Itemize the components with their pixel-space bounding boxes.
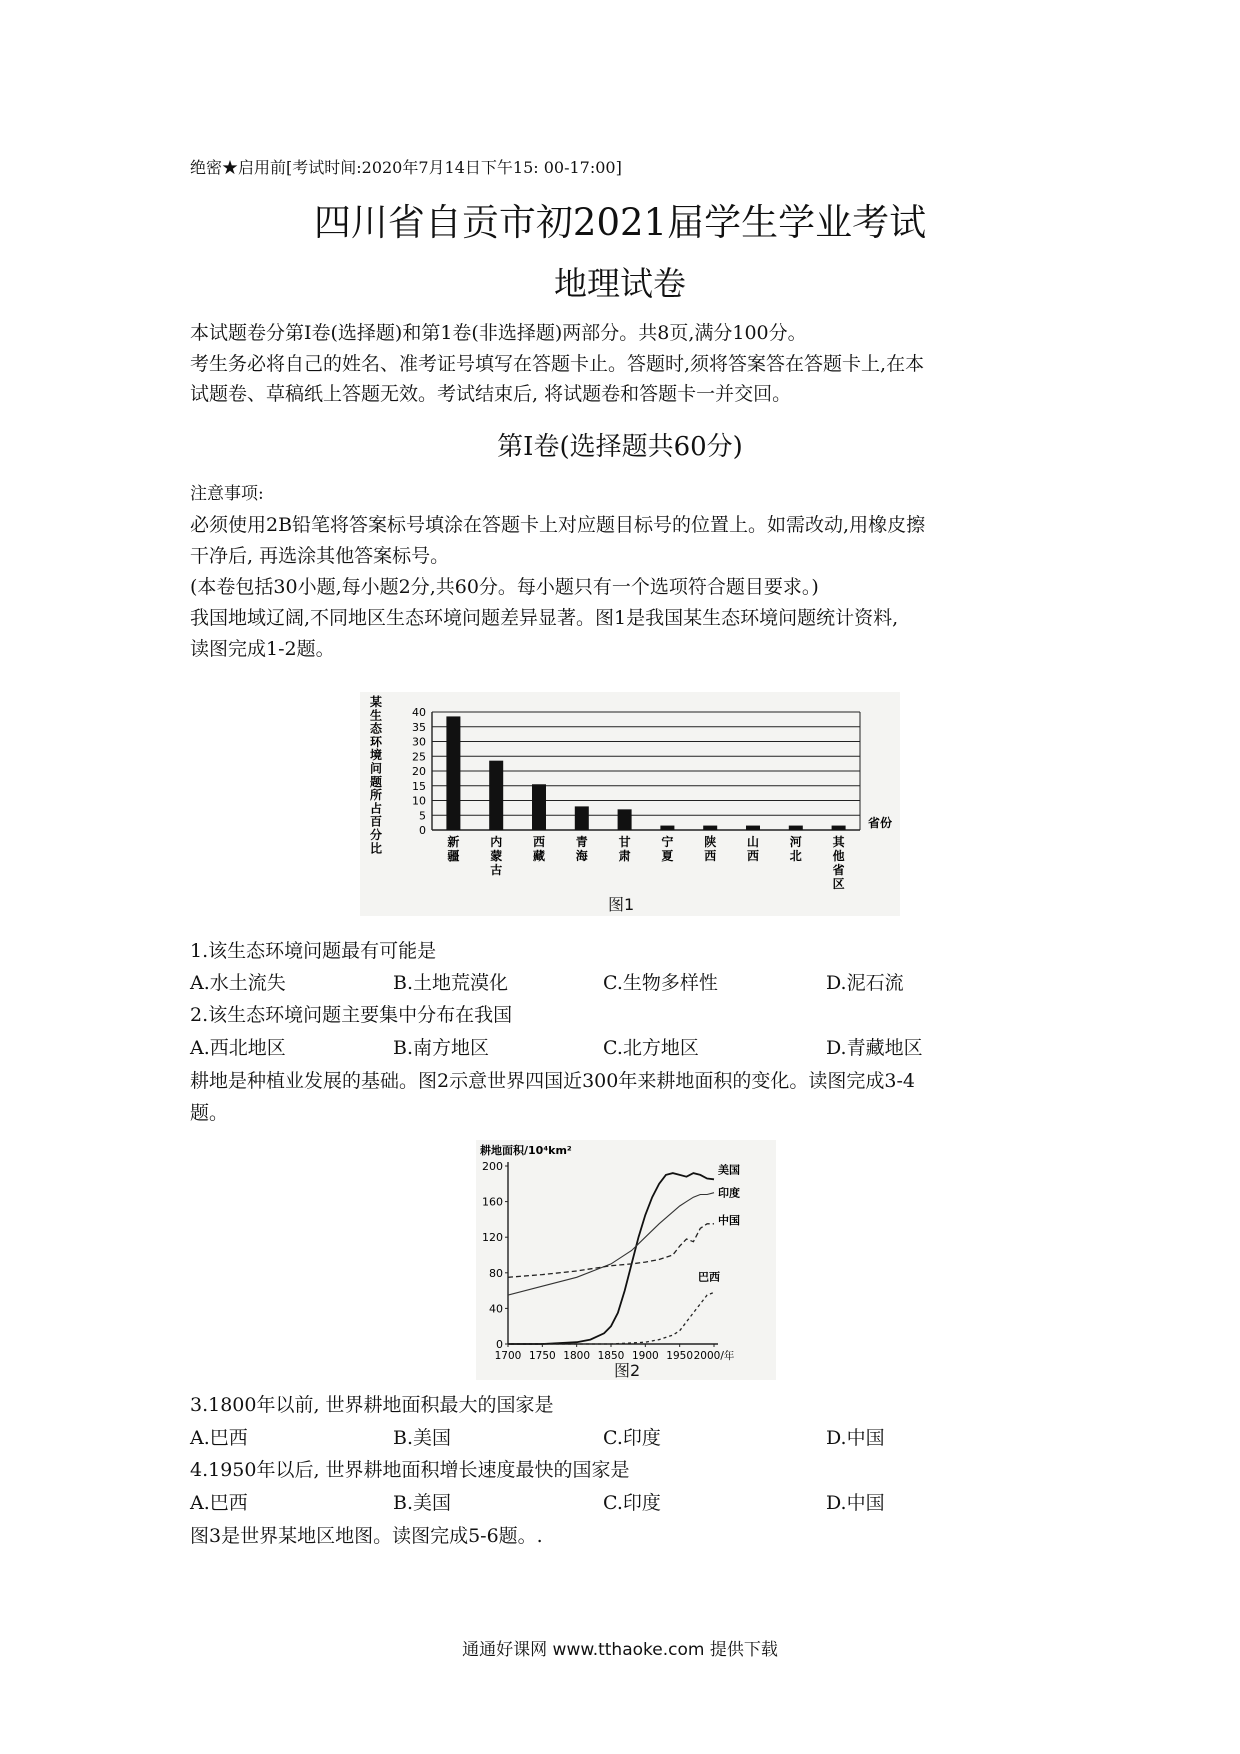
figure-2-y-tick-label: 80	[489, 1266, 503, 1280]
notes-heading: 注意事项:	[190, 484, 264, 504]
figure-1-bar	[618, 809, 632, 830]
figure-1-category-label: 河	[789, 835, 802, 849]
figure-2-y-tick-label: 120	[482, 1231, 503, 1245]
question-1-option-c[interactable]: C.生物多样性	[603, 972, 718, 994]
footer-source: 通通好课网 www.tthaoke.com 提供下载	[462, 1640, 778, 1660]
figure-2-y-tick-label: 200	[482, 1160, 503, 1173]
figure-2-y-axis-label: 耕地面积/10⁴km²	[480, 1144, 572, 1157]
figure-1-category-label: 藏	[532, 849, 546, 863]
figure-1-category-label: 宁	[661, 835, 674, 849]
figure-1-category-label: 肃	[618, 849, 631, 863]
question-3-stem: 3.1800年以前, 世界耕地面积最大的国家是	[190, 1394, 554, 1416]
figure-1-category-label: 他	[832, 849, 845, 863]
passage-2-line-2: 题。	[190, 1102, 229, 1124]
exam-subtitle: 地理试卷	[554, 264, 686, 303]
notes-line-2: 干净后, 再选涂其他答案标号。	[190, 545, 450, 567]
figure-1-category-label: 西	[704, 849, 717, 863]
figure-2-series-line	[508, 1173, 714, 1344]
figure-1-category-label: 内	[490, 835, 503, 849]
question-1-option-b[interactable]: B.土地荒漠化	[393, 972, 509, 994]
figure-1-y-tick-label: 30	[412, 735, 426, 749]
notes-line-1: 必须使用2B铅笔将答案标号填涂在答题卡上对应题目标号的位置上。如需改动,用橡皮擦	[190, 514, 926, 536]
intro-line-2: 考生务必将自己的姓名、准考证号填写在答题卡止。答题时,须将答案答在答题卡上,在本	[190, 353, 925, 375]
figure-1-category-label: 青	[575, 835, 588, 849]
figure-1-category-label: 西	[532, 835, 546, 849]
figure-1-category-label: 西	[746, 849, 760, 863]
question-2-option-c[interactable]: C.北方地区	[603, 1037, 699, 1059]
question-4-option-a[interactable]: A.巴西	[190, 1492, 248, 1514]
intro-line-3: 试题卷、草稿纸上答题无效。考试结束后, 将试题卷和答题卡一并交回。	[190, 383, 792, 405]
figure-2-y-tick-label: 40	[489, 1302, 503, 1316]
question-2-option-a[interactable]: A.西北地区	[190, 1037, 286, 1059]
figure-1-category-label: 北	[789, 849, 802, 863]
question-3-option-c[interactable]: C.印度	[603, 1427, 661, 1449]
figure-1-bar	[660, 826, 674, 830]
figure-1-y-tick-label: 5	[419, 809, 426, 823]
figure-2-series-label: 印度	[718, 1186, 740, 1200]
figure-1-bar	[446, 716, 460, 830]
figure-2-x-tick-label: 2000/年	[693, 1350, 735, 1362]
question-2-option-b[interactable]: B.南方地区	[393, 1037, 490, 1059]
figure-1-category-label: 海	[575, 849, 588, 863]
figure-1-caption: 图1	[608, 895, 635, 914]
figure-2-series-label: 巴西	[698, 1270, 720, 1284]
figure-2-x-tick-label: 1800	[563, 1350, 591, 1362]
figure-1-y-tick-label: 40	[412, 706, 426, 719]
figure-2-caption: 图2	[614, 1361, 641, 1380]
passage-1-line-1: 我国地域辽阔,不同地区生态环境问题差异显著。图1是我国某生态环境问题统计资料,	[190, 607, 899, 629]
figure-1-bar	[746, 826, 760, 830]
figure-2-y-tick-label: 0	[496, 1338, 503, 1351]
figure-1-category-label: 区	[832, 877, 845, 891]
figure-1-bar	[489, 761, 503, 830]
question-2-option-d[interactable]: D.青藏地区	[826, 1037, 923, 1059]
figure-1-y-tick-label: 15	[412, 779, 426, 793]
intro-line-1: 本试题卷分第Ⅰ卷(选择题)和第1卷(非选择题)两部分。共8页,满分100分。	[190, 322, 807, 344]
figure-1-bar-chart	[360, 692, 900, 916]
passage-3: 图3是世界某地区地图。读图完成5-6题。.	[190, 1525, 543, 1547]
figure-1-category-label: 甘	[618, 835, 631, 849]
question-1-option-a[interactable]: A.水土流失	[190, 972, 286, 994]
figure-1-y-axis-label: 某生态环境问题所占百分比	[370, 695, 383, 856]
passage-1-line-2: 读图完成1-2题。	[190, 638, 335, 660]
figure-2-x-tick-label: 1950	[666, 1350, 694, 1362]
figure-1-category-label: 古	[490, 863, 503, 877]
figure-1-y-tick-label: 10	[412, 794, 426, 808]
figure-1-category-label: 其	[832, 835, 845, 849]
figure-2-x-tick-label: 1850	[597, 1350, 625, 1362]
figure-2-series-label: 中国	[718, 1213, 740, 1227]
figure-1-y-tick-label: 35	[412, 720, 426, 734]
notes-line-3: (本卷包括30小题,每小题2分,共60分。每小题只有一个选项符合题目要求。)	[190, 576, 819, 598]
figure-2-series-line	[508, 1292, 714, 1344]
figure-2-series-line	[508, 1224, 714, 1278]
question-2-stem: 2.该生态环境问题主要集中分布在我国	[190, 1004, 513, 1026]
figure-1-category-label: 新	[447, 835, 460, 849]
figure-1-category-label: 省	[832, 863, 845, 877]
figure-1-y-tick-label: 25	[412, 750, 426, 764]
figure-2-x-tick-label: 1750	[528, 1350, 556, 1362]
question-3-option-b[interactable]: B.美国	[393, 1427, 452, 1449]
figure-1-category-label: 蒙	[490, 849, 503, 863]
figure-2-series-label: 美国	[718, 1163, 740, 1177]
question-4-stem: 4.1950年以后, 世界耕地面积增长速度最快的国家是	[190, 1459, 630, 1481]
figure-1-bar	[575, 806, 589, 830]
figure-2-series-line	[508, 1193, 714, 1295]
figure-1-category-label: 夏	[661, 849, 674, 863]
figure-1-category-label: 山	[746, 835, 760, 849]
figure-1-category-label: 疆	[447, 849, 460, 863]
figure-1-bar	[789, 826, 803, 830]
figure-2-line-chart	[476, 1140, 776, 1380]
confidential-line: 绝密★启用前[考试时间:2020年7月14日下午15: 00-17:00]	[190, 158, 622, 177]
question-1-stem: 1.该生态环境问题最有可能是	[190, 940, 437, 962]
figure-1-bar	[532, 784, 546, 830]
figure-1-category-label: 陕	[704, 835, 717, 849]
figure-1	[360, 692, 900, 916]
figure-1-bar	[832, 826, 846, 830]
figure-1-y-tick-label: 0	[419, 824, 426, 837]
figure-2-x-tick-label: 1900	[631, 1350, 659, 1362]
figure-1-bar	[703, 826, 717, 830]
figure-2-y-tick-label: 160	[482, 1195, 503, 1209]
question-4-option-b[interactable]: B.美国	[393, 1492, 452, 1514]
question-4-option-d[interactable]: D.中国	[826, 1492, 885, 1514]
passage-2-line-1: 耕地是种植业发展的基础。图2示意世界四国近300年来耕地面积的变化。读图完成3-4	[190, 1070, 915, 1092]
question-3-option-a[interactable]: A.巴西	[190, 1427, 248, 1449]
question-3-option-d[interactable]: D.中国	[826, 1427, 885, 1449]
question-1-option-d[interactable]: D.泥石流	[826, 972, 904, 994]
question-4-option-c[interactable]: C.印度	[603, 1492, 661, 1514]
figure-2	[476, 1140, 776, 1380]
figure-1-x-axis-label: 省份	[868, 816, 893, 830]
figure-2-x-tick-label: 1700	[494, 1350, 522, 1362]
section-title: 第Ⅰ卷(选择题共60分)	[497, 432, 743, 462]
exam-title: 四川省自贡市初2021届学生学业考试	[313, 201, 927, 244]
figure-1-y-tick-label: 20	[412, 765, 426, 778]
